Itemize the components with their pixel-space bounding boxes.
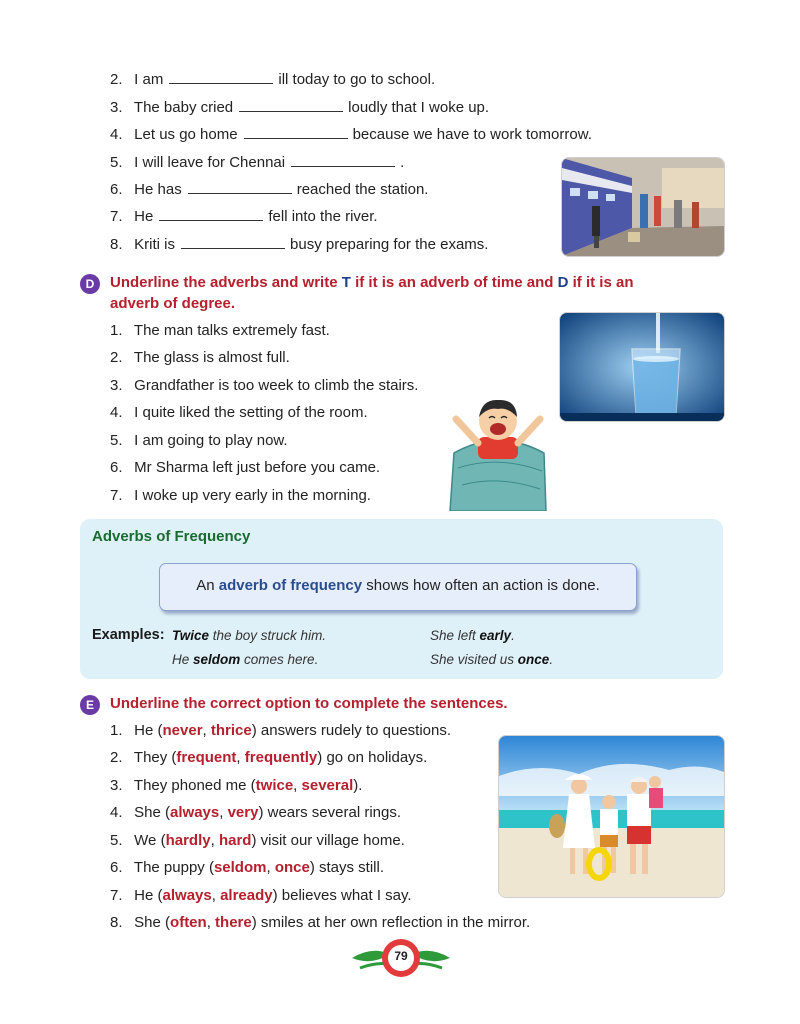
list-item: 7. He fell into the river. (110, 208, 378, 225)
answer-blank[interactable] (169, 69, 273, 84)
list-item: 4. I quite liked the setting of the room. (110, 404, 368, 421)
railway-station-photo (561, 157, 725, 257)
option-1[interactable]: always (170, 804, 220, 821)
section-d-heading-line2: adverb of degree. (110, 295, 236, 312)
list-item: 8. She (often, there) smiles at her own reflection in the mirror. (110, 914, 531, 931)
list-item: 6. The puppy (seldom, once) stays still. (110, 859, 385, 876)
list-item: 5. I will leave for Chennai . (110, 154, 405, 171)
examples-label: Examples: (92, 627, 165, 643)
option-1[interactable]: frequent (176, 749, 237, 766)
list-item: 5. I am going to play now. (110, 432, 288, 449)
list-item: 6. Mr Sharma left just before you came. (110, 459, 381, 476)
list-item: 8. Kriti is busy preparing for the exams. (110, 236, 489, 253)
list-item: 7. He (always, already) believes what I say. (110, 887, 412, 904)
answer-blank[interactable] (291, 152, 395, 167)
answer-blank[interactable] (188, 179, 292, 194)
option-2[interactable]: very (227, 804, 259, 821)
list-item: 6. He has reached the station. (110, 181, 429, 198)
list-item: 4. She (always, very) wears several rings. (110, 804, 402, 821)
water-glass-photo (559, 312, 725, 422)
answer-blank[interactable] (244, 124, 348, 139)
page-number: 79 (394, 949, 408, 963)
option-2[interactable]: several (301, 777, 354, 794)
example-1: Twice the boy struck him. (172, 628, 327, 643)
list-item: 2. They (frequent, frequently) go on holidays. (110, 749, 428, 766)
example-4: She visited us once. (430, 652, 554, 667)
list-item: 3. They phoned me (twice, several). (110, 777, 363, 794)
list-item: 1. He (never, thrice) answers rudely to questions. (110, 722, 452, 739)
option-2[interactable]: thrice (210, 722, 252, 739)
example-3: He seldom comes here. (172, 652, 319, 667)
list-item: 7. I woke up very early in the morning. (110, 487, 371, 504)
section-badge-d: D (80, 274, 100, 294)
list-item: 3. The baby cried loudly that I woke up. (110, 99, 490, 116)
list-item: 5. We (hardly, hard) visit our village home. (110, 832, 405, 849)
option-1[interactable]: seldom (213, 859, 267, 876)
section-e-heading: Underline the correct option to complete the sentences. (110, 695, 508, 712)
section-badge-e: E (80, 695, 100, 715)
answer-blank[interactable] (181, 234, 285, 249)
boy-waking-up-illustration (448, 393, 550, 511)
option-1[interactable]: hardly (165, 832, 211, 849)
list-item: 2. The glass is almost full. (110, 349, 290, 366)
option-2[interactable]: hard (218, 832, 252, 849)
list-item: 4. Let us go home because we have to work tomorrow. (110, 126, 592, 143)
option-2[interactable]: once (274, 859, 310, 876)
list-item: 1. The man talks extremely fast. (110, 322, 330, 339)
panel-title: Adverbs of Frequency (92, 528, 251, 545)
answer-blank[interactable] (239, 97, 343, 112)
answer-blank[interactable] (159, 206, 263, 221)
option-2[interactable]: frequently (244, 749, 318, 766)
list-item: 2. I am ill today to go to school. (110, 71, 436, 88)
option-1[interactable]: never (162, 722, 203, 739)
option-1[interactable]: twice (255, 777, 294, 794)
option-1[interactable]: often (170, 914, 207, 931)
option-2[interactable]: already (220, 887, 273, 904)
page-number-badge (352, 936, 450, 980)
section-d-heading: Underline the adverbs and write T if it is an adverb of time and D if it is an (110, 274, 634, 291)
example-2: She left early. (430, 628, 515, 643)
option-1[interactable]: always (162, 887, 212, 904)
list-item: 3. Grandfather is too week to climb the stairs. (110, 377, 419, 394)
family-beach-photo (498, 735, 725, 898)
definition-box: An adverb of frequency shows how often an action is done. (159, 563, 637, 611)
option-2[interactable]: there (215, 914, 252, 931)
